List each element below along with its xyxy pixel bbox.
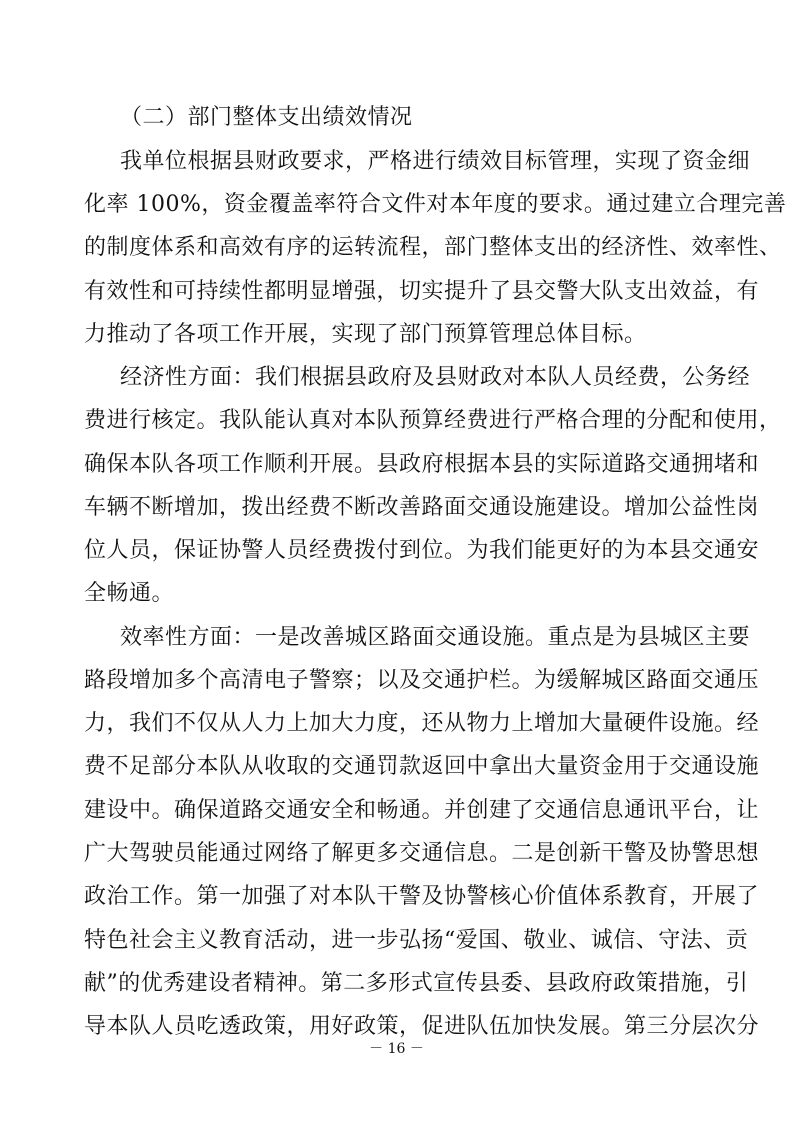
- paragraph-line: 我单位根据县财政要求，严格进行绩效目标管理，实现了资金细: [120, 149, 751, 174]
- paragraph-line: 效率性方面：一是改善城区路面交通设施。重点是为县城区主要: [120, 625, 751, 650]
- paragraph-line: 有效性和可持续性都明显增强，切实提升了县交警大队支出效益，有: [84, 279, 760, 304]
- paragraph-line: 导本队人员吃透政策，用好政策，促进队伍加快发展。第三分层次分: [84, 1014, 760, 1039]
- paragraph-line: 政治工作。第一加强了对本队干警及协警核心价值体系教育，开展了: [84, 884, 760, 909]
- paragraph-line: 化率 100%，资金覆盖率符合文件对本年度的要求。通过建立合理完善: [84, 192, 787, 217]
- paragraph-line: 确保本队各项工作顺利开展。县政府根据本县的实际道路交通拥堵和: [84, 452, 760, 477]
- paragraph-line: 特色社会主义教育活动，进一步弘扬“爱国、敬业、诚信、守法、贡: [84, 928, 749, 953]
- paragraph-line: 经济性方面：我们根据县政府及县财政对本队人员经费，公务经: [120, 365, 751, 390]
- paragraph-line: 力推动了各项工作开展，实现了部门预算管理总体目标。: [84, 322, 647, 347]
- paragraph-line: 广大驾驶员能通过网络了解更多交通信息。二是创新干警及协警思想: [84, 841, 760, 866]
- paragraph-line: 力，我们不仅从人力上加大力度，还从物力上增加大量硬件设施。经: [84, 711, 760, 736]
- page-number: － 16 －: [369, 1041, 424, 1057]
- paragraph-line: 路段增加多个高清电子警察；以及交通护栏。为缓解城区路面交通压: [84, 668, 760, 693]
- paragraph-line: 费进行核定。我队能认真对本队预算经费进行严格合理的分配和使用，: [84, 408, 782, 433]
- paragraph-line: 位人员，保证协警人员经费拨付到位。为我们能更好的为本县交通安: [84, 538, 760, 563]
- paragraph-line: 费不足部分本队从收取的交通罚款返回中拿出大量资金用于交通设施: [84, 754, 760, 779]
- paragraph-line: 车辆不断增加，拨出经费不断改善路面交通设施建设。增加公益性岗: [84, 495, 760, 520]
- paragraph-line: 全畅通。: [84, 581, 175, 606]
- paragraph-line: 建设中。确保道路交通安全和畅通。并创建了交通信息通讯平台，让: [84, 798, 760, 823]
- section-heading: （二）部门整体支出绩效情况: [120, 105, 413, 130]
- paragraph-line: 献”的优秀建设者精神。第二多形式宣传县委、县政府政策措施，引: [84, 971, 749, 996]
- paragraph-line: 的制度体系和高效有序的运转流程，部门整体支出的经济性、效率性、: [84, 235, 782, 260]
